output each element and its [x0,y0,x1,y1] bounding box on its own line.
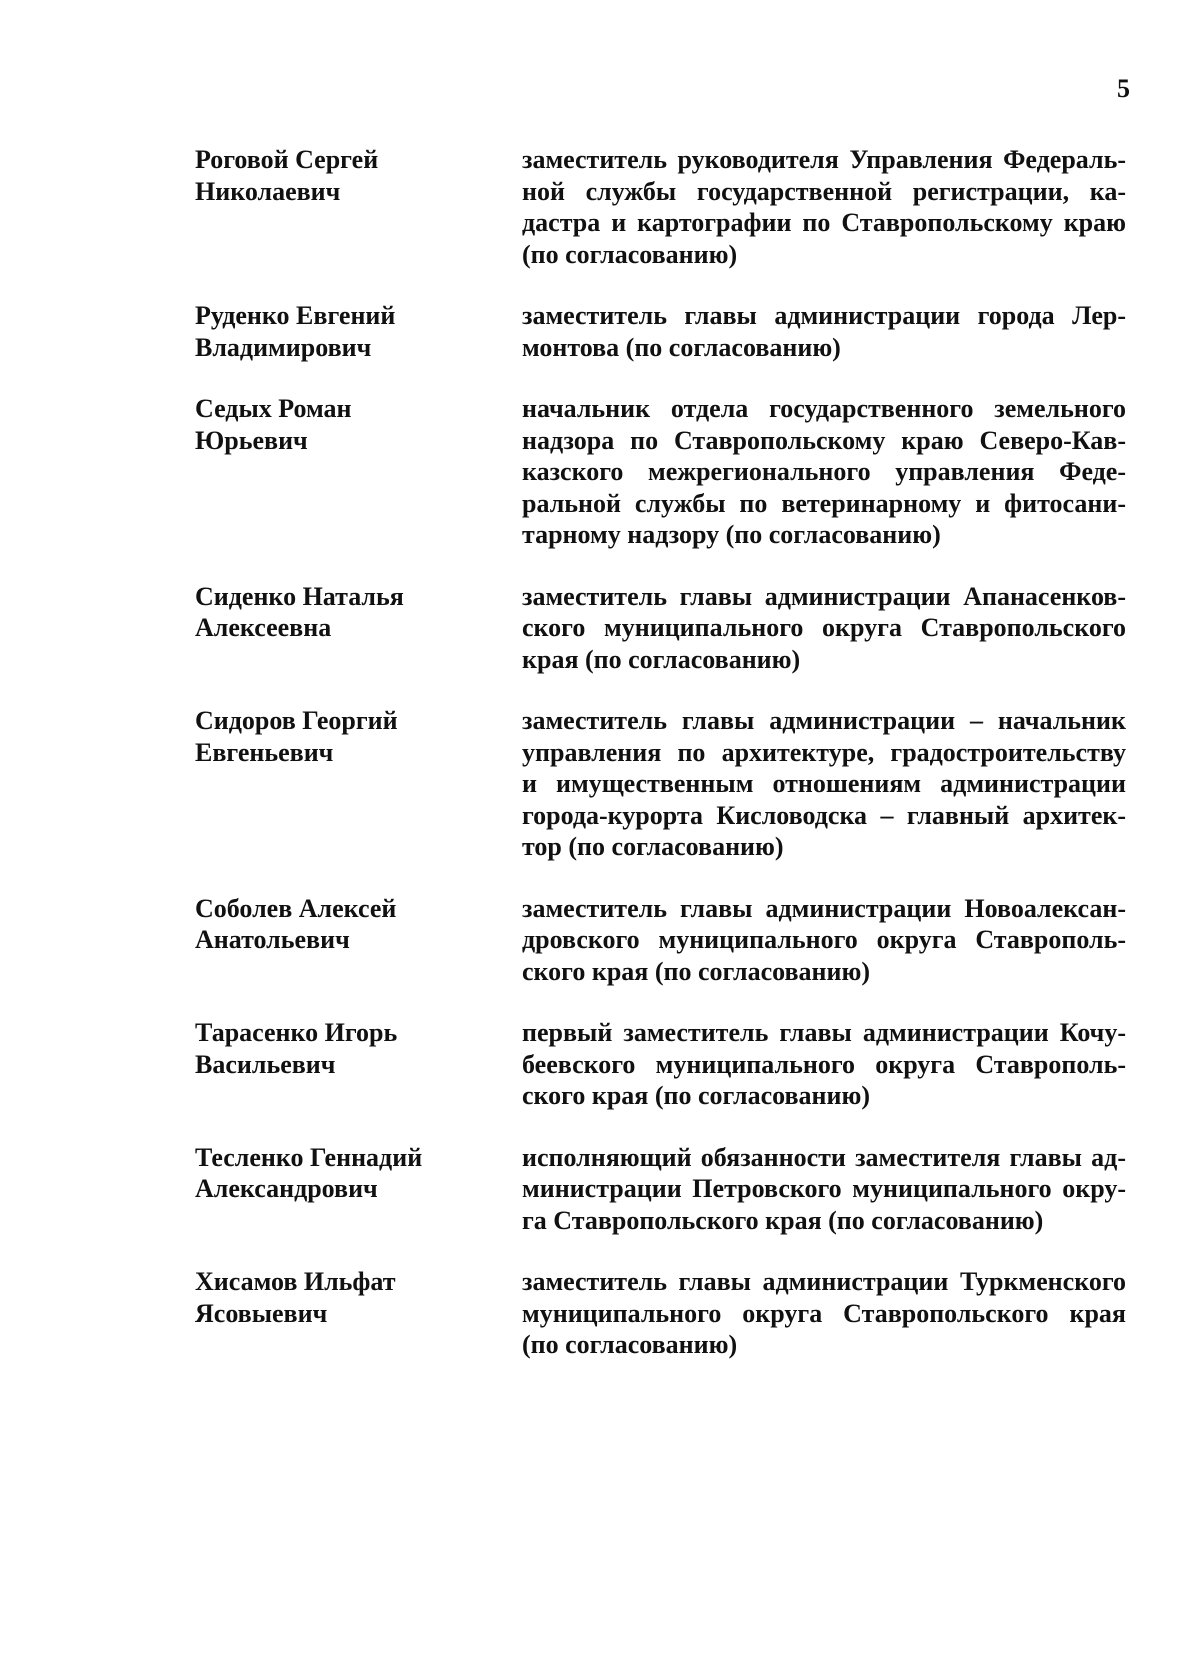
member-position [522,393,1126,551]
member-name-line: Алексеевна [195,613,332,642]
member-name [195,1017,475,1080]
member-position-line: ной службы государственной регистрации, ка- [522,176,1126,206]
member-row [0,1017,1200,1112]
member-position-line: ральной службы по ветеринарному и фитосани- [522,488,1126,518]
member-name-line: Сиденко Наталья [195,581,404,611]
member-row [0,393,1200,551]
member-position-line: заместитель руководителя Управления Федераль- [522,145,1126,174]
member-name-line: Николаевич [195,176,341,206]
member-name-line: Тарасенко Игорь [195,1018,398,1047]
member-position-line: первый заместитель главы администрации Кочу- [522,1018,1126,1047]
member-name-line: Васильевич [195,1049,336,1079]
member-name-line: Соболев Алексей [195,893,397,923]
member-position [522,1266,1126,1361]
member-position [522,893,1126,988]
member-name [195,300,475,363]
member-position [522,705,1126,863]
member-position-line: дровского муниципального округа Ставрополь- [522,925,1126,954]
member-position-line: монтова (по согласованию) [522,332,841,362]
member-position-line: управления по архитектуре, градостроительству [522,737,1126,767]
member-row [0,705,1200,863]
member-name-line: Седых Роман [195,394,352,423]
member-position-line: тор (по согласованию) [522,832,784,861]
member-position [522,144,1126,270]
member-position-line: и имущественным отношениям администрации [522,769,1126,798]
member-position-line: заместитель главы администрации города Лер- [522,301,1126,330]
member-position-line: края (по согласованию) [522,644,801,674]
page-number: 5 [1117,74,1130,103]
member-position-line: города-курорта Кисловодска – главный архитек- [522,800,1126,830]
member-name-line: Владимирович [195,332,372,362]
member-position-line: заместитель главы администрации Туркменского [522,1267,1126,1296]
member-position-line: начальник отдела государственного земельного [522,394,1126,423]
member-name-line: Анатольевич [195,925,350,954]
member-row [0,1142,1200,1237]
member-name [195,581,475,644]
member-position [522,1142,1126,1237]
member-name-line: Хисамов Ильфат [195,1267,396,1296]
member-position-line: ского края (по согласованию) [522,1081,871,1110]
member-position-line: казского межрегионального управления Феде- [522,457,1126,486]
member-position-line: заместитель главы администрации Апанасенков- [522,581,1126,611]
member-position-line: (по согласованию) [522,239,738,269]
member-name-line: Сидоров Георгий [195,706,398,735]
member-name [195,893,475,956]
member-position-line: заместитель главы администрации – начальник [522,706,1126,735]
member-name-line: Тесленко Геннадий [195,1142,423,1172]
member-row [0,1266,1200,1361]
member-name-line: Александрович [195,1174,378,1203]
member-name [195,1142,475,1205]
member-name [195,144,475,207]
member-name-line: Ясовыевич [195,1298,328,1328]
member-position [522,300,1126,363]
member-name-line: Руденко Евгений [195,301,396,330]
member-position-line: заместитель главы администрации Новоалексан- [522,893,1126,923]
member-name-line: Евгеньевич [195,737,334,767]
member-position-line: муниципального округа Ставропольского края [522,1298,1126,1328]
member-position-line: тарному надзору (по согласованию) [522,520,941,549]
member-row [0,300,1200,363]
member-name [195,1266,475,1329]
member-list [0,144,1200,1361]
member-row [0,144,1200,270]
member-position-line: ского муниципального округа Ставропольского [522,613,1126,642]
member-name-line: Роговой Сергей [195,145,379,174]
member-row [0,893,1200,988]
member-row [0,581,1200,676]
member-position-line: га Ставропольского края (по согласованию) [522,1205,1044,1235]
member-position-line: надзора по Ставропольскому краю Северо-Кав- [522,425,1126,455]
member-name [195,705,475,768]
member-position-line: дастра и картографии по Ставропольскому краю [522,208,1126,237]
member-position-line: беевского муниципального округа Ставрополь- [522,1049,1126,1079]
member-position [522,581,1126,676]
member-name-line: Юрьевич [195,425,308,455]
member-name [195,393,475,456]
member-position [522,1017,1126,1112]
member-position-line: исполняющий обязанности заместителя главы ад- [522,1142,1126,1172]
member-position-line: (по согласованию) [522,1330,738,1359]
member-position-line: министрации Петровского муниципального окру- [522,1174,1126,1203]
member-position-line: ского края (по согласованию) [522,956,871,986]
